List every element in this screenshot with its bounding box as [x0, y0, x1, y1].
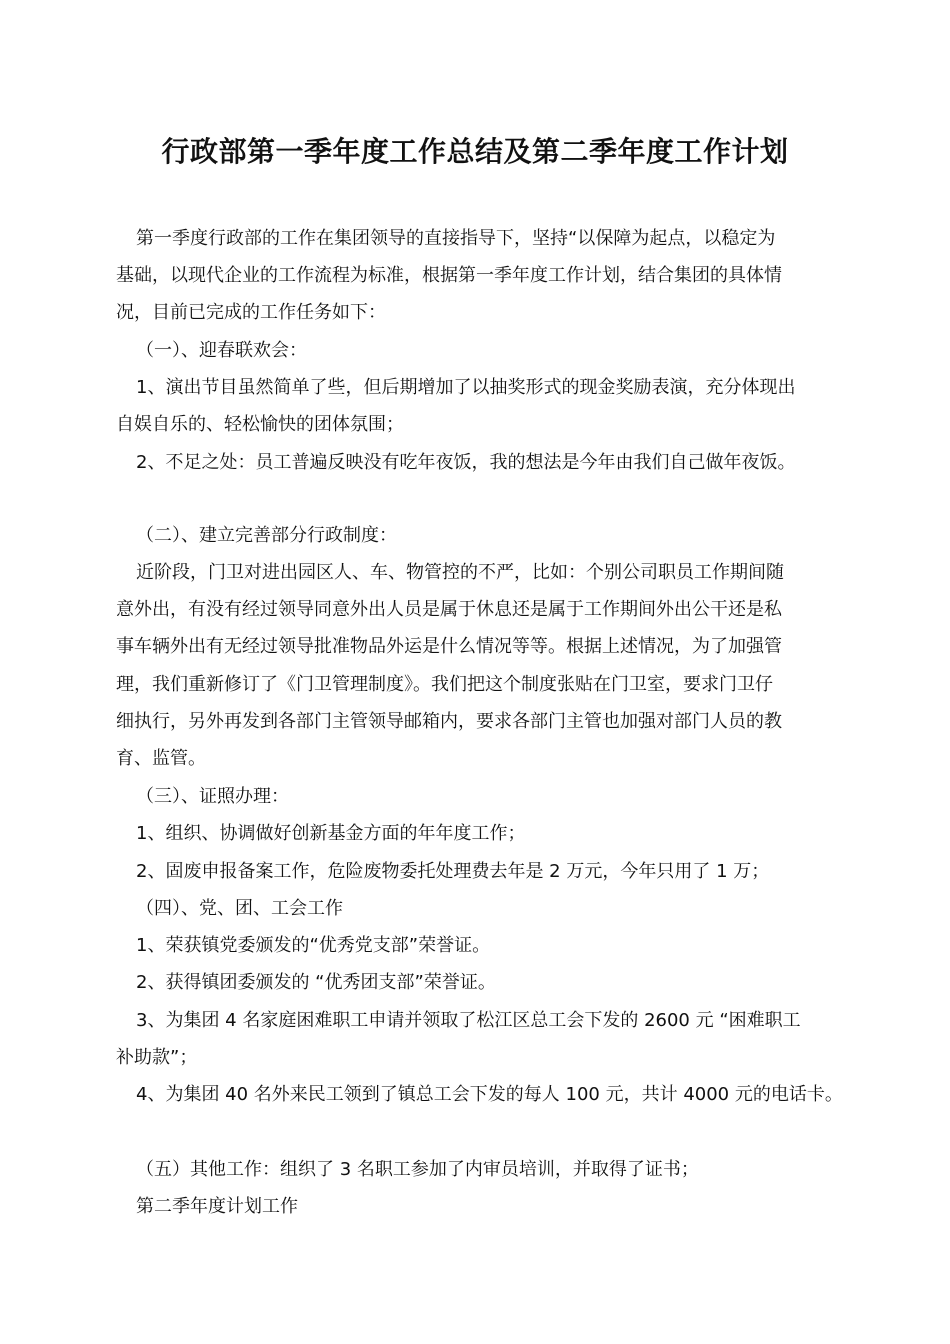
section-1-item-2: 2、不足之处：员工普遍反映没有吃年夜饭，我的想法是今年由我们自己做年夜饭。	[136, 452, 796, 473]
section-4-item-3-line-1: 3、为集团 4 名家庭困难职工申请并领取了松江区总工会下发的 2600 元 “困难职工	[136, 1010, 801, 1031]
section-4-item-2: 2、获得镇团委颁发的 “优秀团支部”荣誉证。	[136, 972, 496, 993]
section-4-item-4: 4、为集团 40 名外来民工领到了镇总工会下发的每人 100 元，共计 4000 元的电话卡。	[136, 1084, 843, 1105]
section-3-heading: （三）、证照办理：	[136, 786, 289, 807]
section-2-para-line-1: 近阶段，门卫对进出园区人、车、物管控的不严，比如：个别公司职员工作期间随	[136, 562, 784, 583]
section-4-item-1: 1、荣获镇党委颁发的“优秀党支部”荣誉证。	[136, 935, 491, 956]
section-3-item-1: 1、组织、协调做好创新基金方面的年年度工作；	[136, 823, 526, 844]
intro-line-1: 第一季度行政部的工作在集团领导的直接指导下，坚持“以保障为起点，以稳定为	[136, 228, 776, 249]
section-1-item-1-line-1: 1、演出节目虽然简单了些，但后期增加了以抽奖形式的现金奖励表演，充分体现出	[136, 377, 796, 398]
section-2-para-line-3: 事车辆外出有无经过领导批准物品外运是什么情况等等。根据上述情况，为了加强管	[116, 636, 782, 657]
section-2-para-line-6: 育、监管。	[116, 748, 206, 769]
section-1-heading: （一）、迎春联欢会：	[136, 340, 307, 361]
section-5-text: （五）其他工作：组织了 3 名职工参加了内审员培训，并取得了证书；	[136, 1159, 699, 1180]
intro-line-3: 况，目前已完成的工作任务如下：	[116, 302, 386, 323]
plan-heading: 第二季年度计划工作	[136, 1196, 298, 1217]
section-4-heading: （四）、党、团、工会工作	[136, 898, 343, 919]
section-2-heading: （二）、建立完善部分行政制度：	[136, 525, 397, 546]
section-2-para-line-4: 理，我们重新修订了《门卫管理制度》。我们把这个制度张贴在门卫室，要求门卫仔	[116, 674, 773, 695]
intro-line-2: 基础，以现代企业的工作流程为标准，根据第一季年度工作计划，结合集团的具体情	[116, 265, 782, 286]
section-2-para-line-5: 细执行，另外再发到各部门主管领导邮箱内，要求各部门主管也加强对部门人员的教	[116, 711, 782, 732]
section-1-item-1-line-2: 自娱自乐的、轻松愉快的团体氛围；	[116, 414, 404, 435]
section-2-para-line-2: 意外出，有没有经过领导同意外出人员是属于休息还是属于工作期间外出公干还是私	[116, 599, 782, 620]
document-title: 行政部第一季年度工作总结及第二季年度工作计划	[161, 135, 789, 168]
section-4-item-3-line-2: 补助款”；	[116, 1047, 198, 1068]
section-3-item-2: 2、固废申报备案工作，危险废物委托处理费去年是 2 万元，今年只用了 1 万；	[136, 861, 770, 882]
